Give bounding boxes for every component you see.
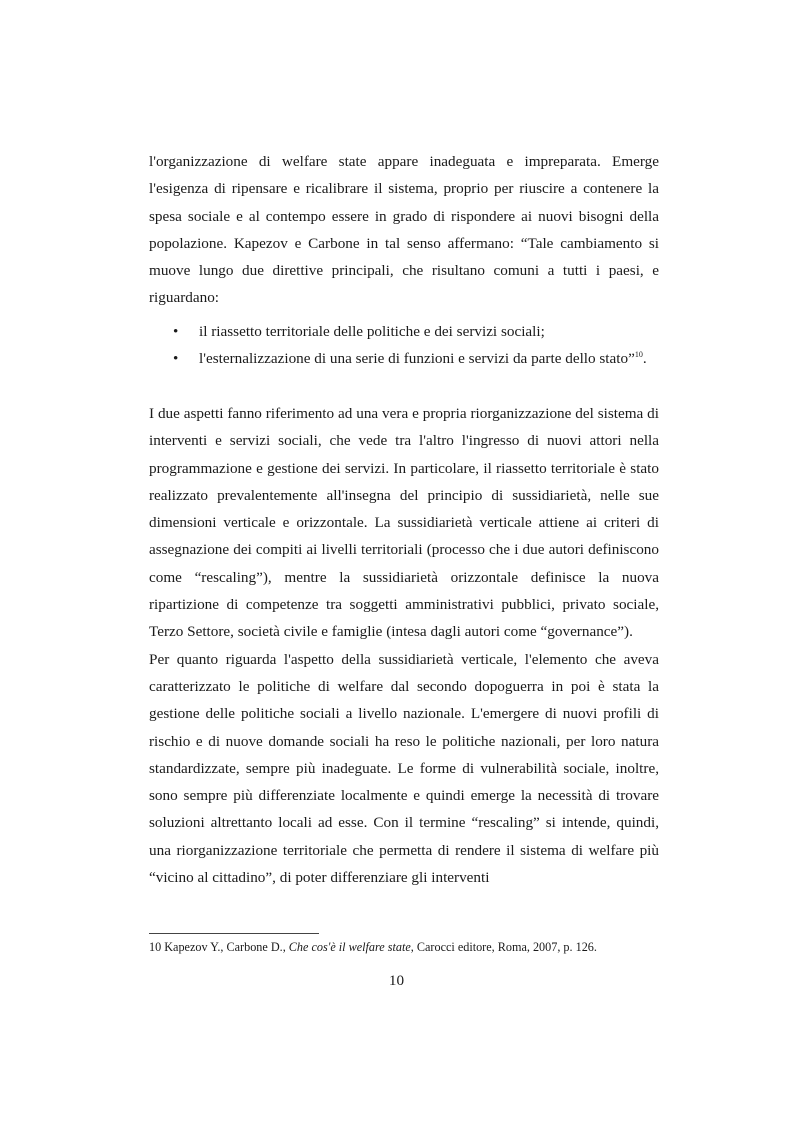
bullet-marker: • <box>173 323 179 340</box>
paragraph-three: Per quanto riguarda l'aspetto della sussidiarietà verticale, l'elemento che aveva caratterizzato le politiche di welfare dal secondo dopoguerra in poi è stata la gestione delle politiche sociali a livello nazionale. L'emergere di nuovi profili di rischio e di nuove domande sociali ha reso le politiche nazionali, per loro natura standardizzate, sempre più inadeguate. Le forme di vulnerabilità sociale, inoltre, sono sempre più differenziate localmente e quindi emerge la necessità di trovare soluzioni altrettanto locali ad esse. Con il termine “rescaling” si intende, quindi, una riorganizzazione territoriale che permetta di rendere il sistema di welfare più “vicino al cittadino”, di poter differenziare gli interventi <box>149 650 659 887</box>
paragraph-two: I due aspetti fanno riferimento ad una vera e propria riorganizzazione del sistema di interventi e servizi sociali, che vede tra l'altro l'ingresso di nuovi attori nella programmazione e gestione dei servizi. In particolare, il riassetto territoriale è stato realizzato prevalentemente all'insegna del principio di sussidiarietà, nelle sue dimensioni verticale e orizzontale. La sussidiarietà verticale attiene ai criteri di assegnazione dei compiti ai livelli territoriali (processo che i due autori definiscono come “rescaling”), mentre la sussidiarietà orizzontale definisce la nuova ripartizione di competenze tra soggetti amministrativi pubblici, privato sociale, Terzo Settore, società civile e famiglie (intesa dagli autori come “governance”). <box>149 405 659 641</box>
bullet-trailing-period: . <box>642 350 647 368</box>
footnote-details: , Carocci editore, Roma, 2007, p. 126. <box>410 940 597 954</box>
page-number: 10 <box>388 972 405 989</box>
list-item <box>149 345 659 372</box>
bullet-marker: • <box>173 350 179 368</box>
footnote-number: 10 <box>149 940 162 954</box>
bullet-text: l'esternalizzazione di una serie di funzioni e servizi da parte dello stato” <box>199 350 635 368</box>
footnote-authors: Kapezov Y., Carbone D., <box>164 940 286 954</box>
body-text-main <box>149 400 659 891</box>
list-item <box>149 318 659 345</box>
footnote <box>149 938 669 956</box>
footnote-title: Che cos'è il welfare state <box>288 940 411 954</box>
footnote-reference[interactable]: 10 <box>634 350 643 360</box>
body-text-top <box>149 148 659 312</box>
bullet-text: il riassetto territoriale delle politiche e dei servizi sociali; <box>199 323 545 340</box>
footnote-divider <box>149 933 319 934</box>
bullet-list <box>149 318 659 373</box>
paragraph-intro: l'organizzazione di welfare state appare inadeguata e impreparata. Emerge l'esigenza di ripensare e ricalibrare il sistema, proprio per riuscire a contenere la spesa sociale e al contempo essere in grado di rispondere ai nuovi bisogni della popolazione. Kapezov e Carbone in tal senso affermano: “Tale cambiamento si muove lungo due direttive principali, che risultano comuni a tutti i paesi, e riguardano: <box>149 153 659 307</box>
